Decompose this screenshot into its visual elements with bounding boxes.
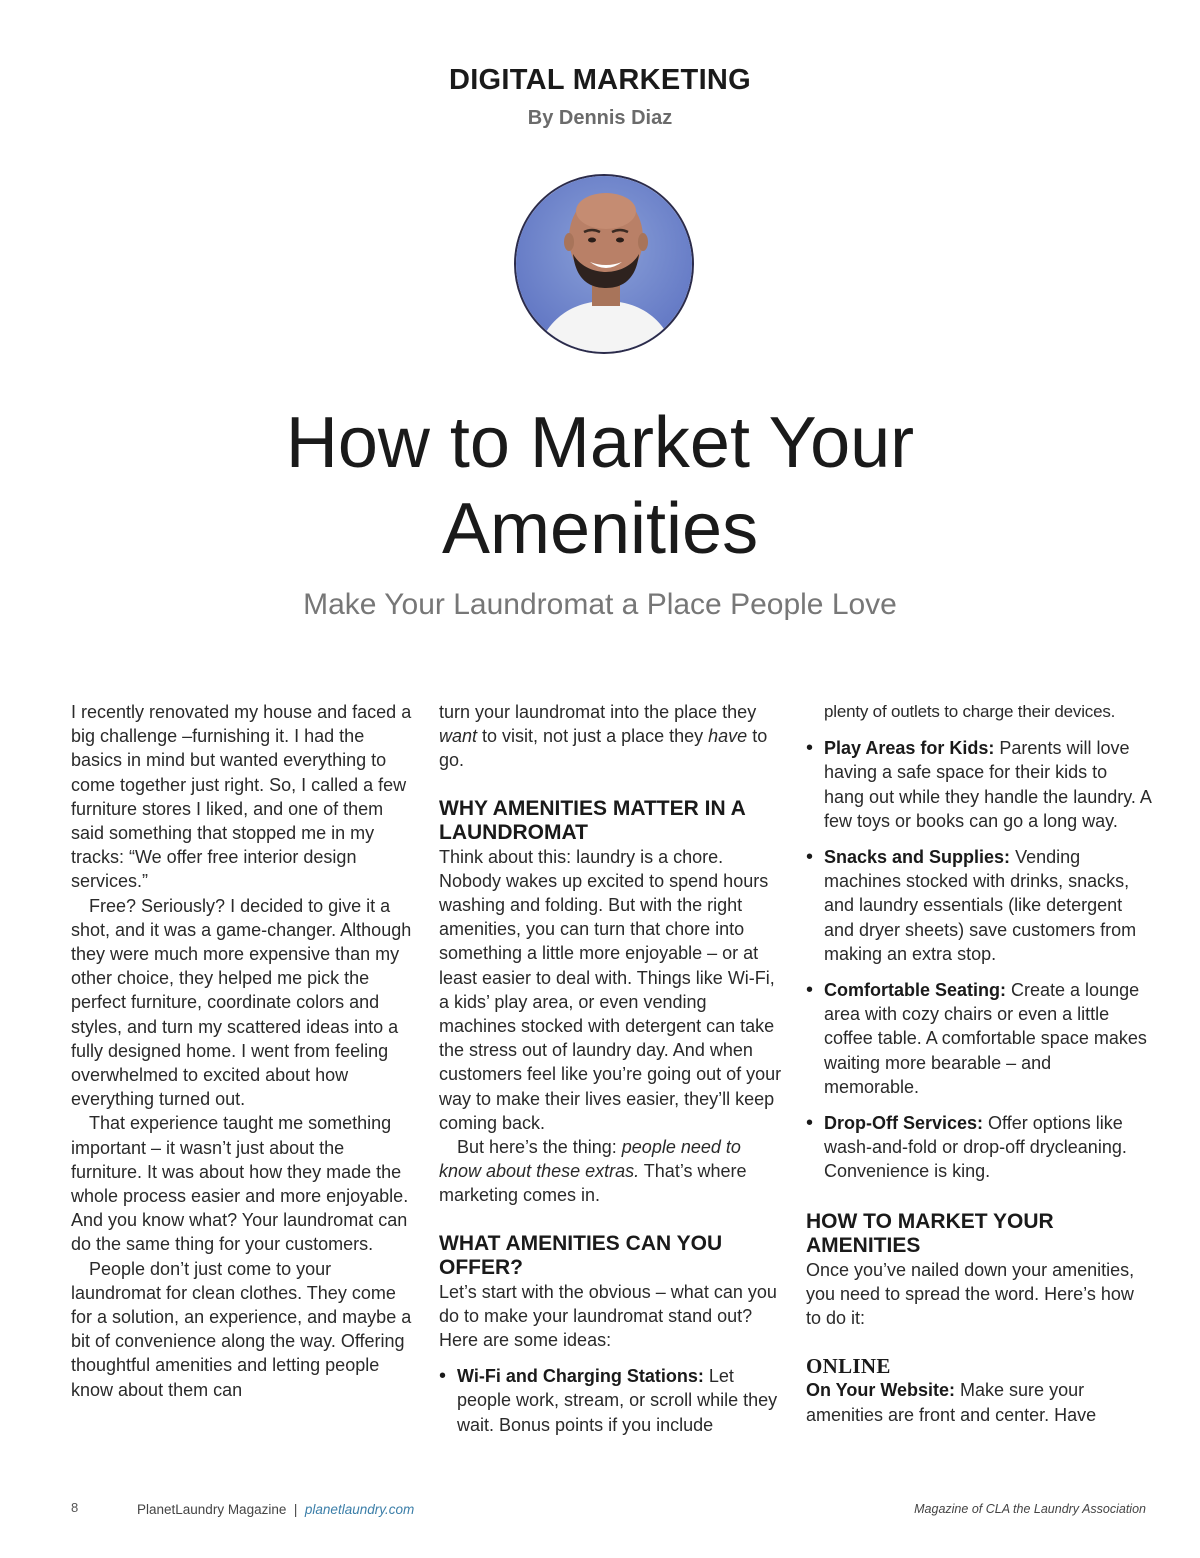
list-item-text: Vending machines stocked with drinks, snacks, and laundry essentials (like detergent and dryer sheets) save customers from making an extra stop. <box>824 847 1137 964</box>
list-item <box>806 845 1151 966</box>
title-line-1: How to Market Your <box>285 403 915 483</box>
column-3 <box>806 700 1151 1427</box>
amenities-list-col3 <box>806 736 1151 1183</box>
footer-publication <box>137 1502 414 1517</box>
emphasis: people need to know about these extras. <box>439 1137 741 1182</box>
magazine-name: PlanetLaundry Magazine <box>137 1502 287 1517</box>
list-item-label: Snacks and Supplies: <box>824 847 1011 868</box>
text-run: That’s where marketing comes in. <box>439 1161 747 1206</box>
page-number: 8 <box>71 1500 79 1515</box>
col2-paragraph-4: Let’s start with the obvious – what can you do to make your laundromat stand out? Here are some ideas: <box>439 1281 777 1351</box>
emphasis: want <box>439 726 478 747</box>
amenities-list-col2 <box>439 1364 784 1437</box>
text-run: turn your laundromat into the place they <box>439 702 757 722</box>
list-item <box>806 978 1151 1099</box>
heading-what-amenities: WHAT AMENITIES CAN YOU OFFER? <box>439 1231 723 1279</box>
col1-paragraph-3: That experience taught me something important – it wasn’t just about the furniture. It was about how they made the whole process easier and more enjoyable. And you know what? Your laundromat can do the same thing for your customers. <box>71 1113 409 1255</box>
heading-why-amenities: WHY AMENITIES MATTER IN A LAUNDROMAT <box>439 796 746 844</box>
col1-paragraph-2: Free? Seriously? I decided to give it a shot, and it was a game-changer. Although they were much more expensive than my other choice, they helped me pick the perfect furniture, coordinate colors and styles, and turn my scattered ideas into a fully designed home. I went from feeling overwhelmed to excited about how everything turned out. <box>71 895 412 1110</box>
article-subtitle: Make Your Laundromat a Place People Love <box>303 588 897 621</box>
list-item-label: Play Areas for Kids: <box>824 738 995 759</box>
title-line-2: Amenities <box>441 489 759 569</box>
website-link[interactable]: planetlaundry.com <box>304 1502 415 1517</box>
list-item-text: Offer options like wash-and-fold or drop-off drycleaning. Convenience is king. <box>824 1113 1127 1182</box>
col3-paragraph-2 <box>806 1378 1151 1426</box>
text-run: Make sure your amenities are front and center. Have <box>806 1380 1097 1425</box>
list-item <box>806 736 1151 833</box>
emphasis: have <box>708 726 748 747</box>
footer-separator: | <box>293 1502 298 1517</box>
col3-paragraph-1: Once you’ve nailed down your amenities, you need to spread the word. Here’s how to do it: <box>806 1259 1135 1329</box>
list-item-text: Create a lounge area with cozy chairs or even a little coffee table. A comfortable space makes waiting more bearable – and memorable. <box>824 980 1147 1097</box>
footer-association: Magazine of CLA the Laundry Association <box>914 1502 1146 1516</box>
list-item-label: Comfortable Seating: <box>824 980 1007 1001</box>
text-run: to visit, not just a place they <box>477 726 709 747</box>
heading-how-to-market: HOW TO MARKET YOUR AMENITIES <box>806 1209 1054 1257</box>
column-1 <box>71 700 415 1402</box>
text-run: But here’s the thing: <box>457 1137 622 1158</box>
article-title <box>0 400 1200 572</box>
list-item-label: Drop-Off Services: <box>824 1113 984 1134</box>
col1-paragraph-1: I recently renovated my house and faced a big challenge –furnishing it. I had the basics in mind but wanted everything to come together just right. So, I called a few furniture stores I liked, and one of them said something that stopped me in my tracks: “We offer free interior design services.” <box>71 702 412 892</box>
col1-paragraph-4: People don’t just come to your laundromat for clean clothes. They come for a solution, an experience, and maybe a bit of convenience along the way. Offering thoughtful amenities and letting people know about them can <box>71 1258 412 1400</box>
author-portrait-image <box>516 176 694 354</box>
byline: By Dennis Diaz <box>527 107 673 129</box>
col2-paragraph-1 <box>439 700 784 773</box>
list-item <box>806 1111 1151 1184</box>
list-item-text: Let people work, stream, or scroll while they wait. Bonus points if you include <box>457 1366 778 1435</box>
list-item <box>439 1364 784 1437</box>
author-avatar <box>514 174 694 354</box>
col2-paragraph-3 <box>439 1135 784 1208</box>
list-item-text: Parents will love having a safe space for their kids to hang out while they handle the laundry. A few toys or books can go a long way. <box>824 738 1151 831</box>
section-label: DIGITAL MARKETING <box>448 64 752 96</box>
column-2 <box>439 700 784 1437</box>
text-run: to go. <box>439 726 768 771</box>
col3-continued-text: plenty of outlets to charge their devices. <box>824 702 1116 721</box>
col2-paragraph-2: Think about this: laundry is a chore. Nobody wakes up excited to spend hours washing and folding. But with the right amenities, you can turn that chore into something a little more enjoyable – or at least easier to deal with. Things like Wi-Fi, a kids’ play area, or even vending machines stocked with detergent can take the stress out of laundry day. And when customers feel like you’re going out of your way to make their lives easier, they’ll keep coming back. <box>439 846 782 1133</box>
inline-label: On Your Website: <box>806 1380 956 1401</box>
list-item-label: Wi-Fi and Charging Stations: <box>457 1366 704 1387</box>
subheading-online: ONLINE <box>806 1354 891 1379</box>
